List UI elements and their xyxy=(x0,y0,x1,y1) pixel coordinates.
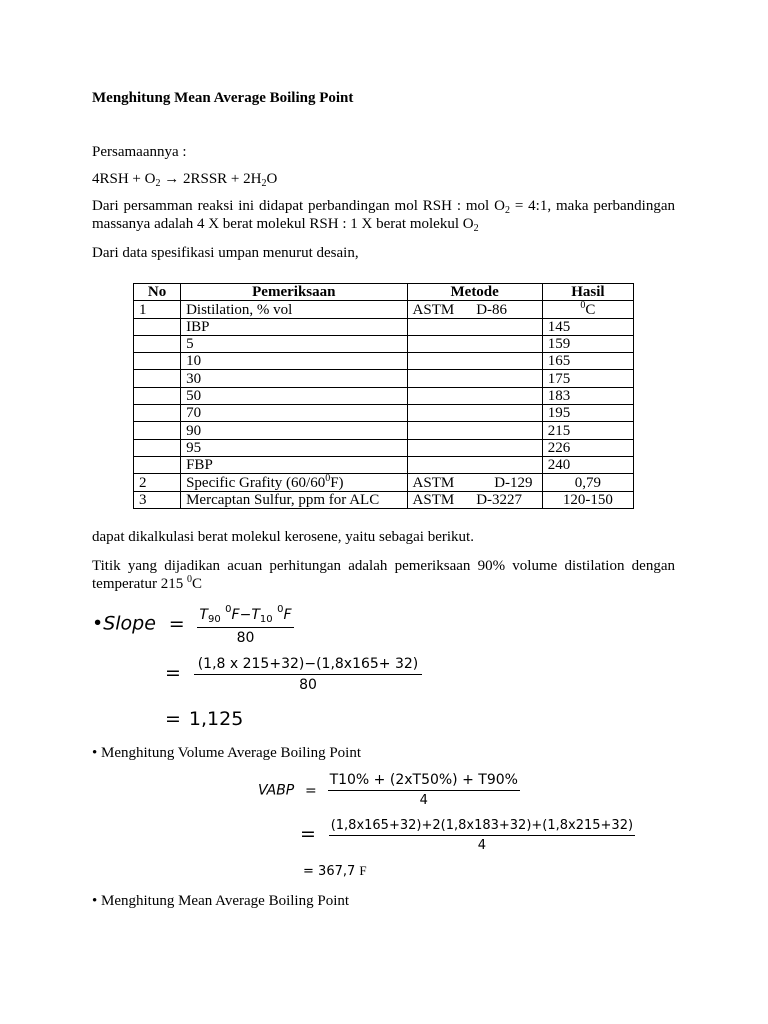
table-row xyxy=(134,335,634,352)
method-standard: ASTM xyxy=(412,474,455,491)
method-code: D-129 xyxy=(494,474,533,491)
paragraph-spec-intro: Dari data spesifikasi umpan menurut desain, xyxy=(92,245,359,261)
cell-method xyxy=(407,491,542,508)
table-row xyxy=(134,318,634,335)
cell-no: 3 xyxy=(134,491,181,508)
cell-item: Distilation, % vol xyxy=(181,301,407,318)
cell-no xyxy=(134,370,181,387)
cell-result-unit xyxy=(542,301,633,318)
header-no: No xyxy=(134,284,181,301)
vabp-fraction xyxy=(328,772,520,808)
cell-item: 30 xyxy=(181,370,407,387)
reaction-h-subscript: 2 xyxy=(261,178,267,189)
cell-method xyxy=(407,422,542,439)
table-row xyxy=(134,456,634,473)
substitution-denominator: 80 xyxy=(194,674,423,693)
vabp-numerator: T10% + (2xT50%) + T90% xyxy=(329,772,518,788)
header-hasil: Hasil xyxy=(542,284,633,301)
slope-fraction xyxy=(197,604,293,646)
cell-no xyxy=(134,405,181,422)
table-row xyxy=(134,370,634,387)
ratio-text-a: Dari persamman reaksi ini didapat perbandingan mol RSH : mol O xyxy=(92,198,505,214)
cell-no xyxy=(134,439,181,456)
cell-no xyxy=(134,318,181,335)
method-standard: ASTM xyxy=(412,491,455,508)
slope-bullet: • xyxy=(92,612,104,635)
reaction-middle: 2RSSR + 2H xyxy=(182,171,262,187)
cell-method xyxy=(407,456,542,473)
cell-method xyxy=(407,301,542,318)
slope-equals: = xyxy=(168,612,185,635)
table-row xyxy=(134,301,634,318)
t10-unit: F xyxy=(283,607,292,623)
cell-result: 175 xyxy=(542,370,633,387)
cell-no xyxy=(134,456,181,473)
vabp-sub-denominator: 4 xyxy=(329,835,635,853)
slope-denominator: 80 xyxy=(197,627,293,646)
cell-item xyxy=(181,474,407,491)
cell-item: 5 xyxy=(181,335,407,352)
table-row xyxy=(134,353,634,370)
header-metode: Metode xyxy=(407,284,542,301)
method-code: D-86 xyxy=(476,301,508,318)
reference-text: Titik yang dijadikan acuan perhitungan adalah pemeriksaan 90% volume distilation dengan temperatur 215 xyxy=(92,558,675,592)
reference-unit: C xyxy=(191,576,202,592)
cell-method xyxy=(407,405,542,422)
reaction-arrow: → xyxy=(164,171,180,187)
page-title: Menghitung Mean Average Boiling Point xyxy=(92,90,354,106)
t90-subscript: 90 xyxy=(207,614,221,625)
t90-unit: F xyxy=(231,607,240,623)
ratio-sub-a: 2 xyxy=(504,205,510,216)
cell-result: 183 xyxy=(542,387,633,404)
t10-subscript: 10 xyxy=(259,614,273,625)
vabp-sub-fraction xyxy=(329,818,635,853)
cell-item: 10 xyxy=(181,353,407,370)
cell-no: 1 xyxy=(134,301,181,318)
t10-symbol: T xyxy=(251,607,260,623)
unit-degree: 0 xyxy=(580,299,586,311)
cell-result: 215 xyxy=(542,422,633,439)
slope-minus: − xyxy=(239,607,252,623)
reaction-o-subscript: 2 xyxy=(155,178,161,189)
cell-result: 145 xyxy=(542,318,633,335)
cell-result: 240 xyxy=(542,456,633,473)
vabp-label: VABP xyxy=(258,782,295,799)
paragraph-ratio xyxy=(92,197,675,233)
table-row xyxy=(134,491,634,508)
unit-celsius: C xyxy=(585,301,596,318)
cell-no xyxy=(134,387,181,404)
t10-degree: 0 xyxy=(277,604,284,615)
cell-method xyxy=(407,387,542,404)
cell-item: 70 xyxy=(181,405,407,422)
cell-method xyxy=(407,318,542,335)
slope-numerator xyxy=(197,604,293,627)
substitution-numerator: (1,8 x 215+32)−(1,8x165+ 32) xyxy=(197,656,419,672)
vabp-denominator: 4 xyxy=(328,790,520,808)
slope-formula xyxy=(92,604,294,646)
cell-item: FBP xyxy=(181,456,407,473)
cell-method xyxy=(407,370,542,387)
vabp-substitution xyxy=(300,818,635,853)
header-pemeriksaan: Pemeriksaan xyxy=(181,284,407,301)
reaction-equation xyxy=(92,170,675,188)
table-row xyxy=(134,474,634,491)
ratio-sub-b: 2 xyxy=(473,223,479,234)
cell-no xyxy=(134,335,181,352)
mabp-heading: • Menghitung Mean Average Boiling Point xyxy=(92,893,350,909)
cell-item: 95 xyxy=(181,439,407,456)
slope-substitution xyxy=(165,656,422,693)
table-row xyxy=(134,439,634,456)
table-header-row xyxy=(134,284,634,301)
table-row xyxy=(134,405,634,422)
item-text-end: F) xyxy=(330,474,344,491)
vabp-formula xyxy=(258,772,520,808)
table-row xyxy=(134,422,634,439)
cell-item: 90 xyxy=(181,422,407,439)
t90-symbol: T xyxy=(199,607,208,623)
cell-item: Mercaptan Sulfur, ppm for ALC xyxy=(181,491,407,508)
substitution-equals: = xyxy=(165,662,181,684)
vabp-equals: = xyxy=(305,782,317,799)
method-standard: ASTM xyxy=(412,301,455,318)
method-code: D-3227 xyxy=(476,491,523,508)
ratio-text-b: = 4:1, maka perbandingan massanya adalah 4 X berat molekul RSH : 1 X berat molekul O xyxy=(92,198,675,232)
cell-item: IBP xyxy=(181,318,407,335)
cell-method xyxy=(407,474,542,491)
table-row xyxy=(134,387,634,404)
result-equals: = xyxy=(165,708,181,730)
vabp-heading: • Menghitung Volume Average Boiling Point xyxy=(92,745,361,761)
substitution-fraction xyxy=(194,656,423,693)
vabp-result-line xyxy=(303,863,367,879)
cell-method xyxy=(407,353,542,370)
item-text: Specific Grafity (60/60 xyxy=(186,474,326,491)
paragraph-reference xyxy=(92,557,675,593)
cell-result: 159 xyxy=(542,335,633,352)
vabp-sub-numerator: (1,8x165+32)+2(1,8x183+32)+(1,8x215+32) xyxy=(330,818,634,833)
cell-method xyxy=(407,439,542,456)
reaction-right: O xyxy=(266,171,278,187)
slope-label: Slope xyxy=(103,612,156,635)
cell-item: 50 xyxy=(181,387,407,404)
cell-no xyxy=(134,422,181,439)
cell-result: 0,79 xyxy=(542,474,633,491)
slope-result: 1,125 xyxy=(188,708,244,730)
item-degree: 0 xyxy=(325,472,331,484)
cell-result: 165 xyxy=(542,353,633,370)
t90-degree: 0 xyxy=(225,604,232,615)
vabp-result-equals: = xyxy=(303,864,314,879)
equation-label: Persamaannya : xyxy=(92,144,187,160)
reaction-left: 4RSH + O xyxy=(92,171,156,187)
vabp-sub-equals: = xyxy=(300,823,316,845)
cell-result: 195 xyxy=(542,405,633,422)
cell-no xyxy=(134,353,181,370)
cell-no: 2 xyxy=(134,474,181,491)
spec-table xyxy=(133,283,634,509)
slope-result-line xyxy=(165,708,243,730)
cell-result: 120-150 xyxy=(542,491,633,508)
vabp-result-value: 367,7 xyxy=(318,864,356,879)
vabp-result-unit: F xyxy=(359,863,367,878)
paragraph-calc-intro: dapat dikalkulasi berat molekul kerosene, yaitu sebagai berikut. xyxy=(92,529,474,545)
cell-result: 226 xyxy=(542,439,633,456)
reference-degree: 0 xyxy=(186,574,192,585)
cell-method xyxy=(407,335,542,352)
